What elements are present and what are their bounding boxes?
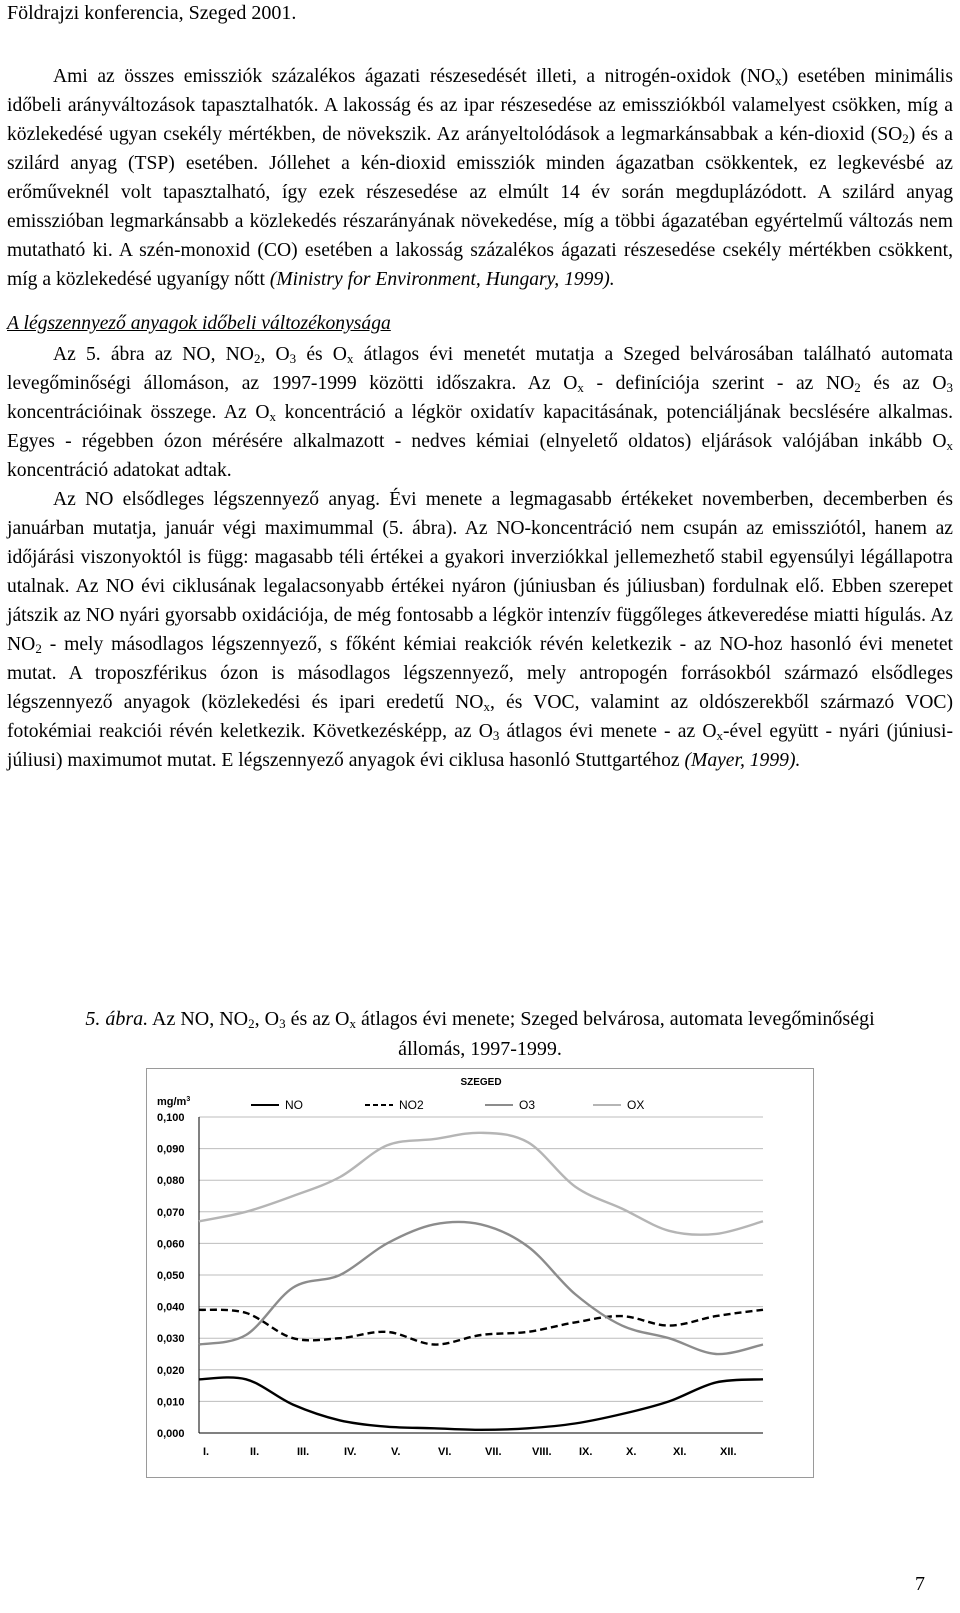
section-heading-text: A légszennyező anyagok időbeli változékonysága — [7, 313, 391, 334]
subscript: 3 — [946, 380, 953, 395]
subscript: x — [577, 380, 584, 395]
chart-figure — [146, 1068, 814, 1478]
series-line-no — [199, 1377, 763, 1429]
subscript: x — [269, 409, 276, 424]
subscript: 3 — [289, 351, 297, 366]
text-run: és O — [296, 344, 347, 365]
section-heading — [7, 309, 953, 338]
x-tick-label: III. — [297, 1446, 310, 1458]
y-tick-label: 0,100 — [157, 1112, 185, 1124]
y-axis-label-text: mg/m — [157, 1096, 187, 1108]
subscript: x — [346, 351, 354, 366]
legend-label-no2: NO2 — [399, 1098, 424, 1112]
subscript: 2 — [35, 641, 42, 656]
page-number: 7 — [915, 1573, 925, 1595]
figure-caption — [60, 1004, 900, 1064]
x-tick-label: VII. — [485, 1446, 502, 1458]
legend-label-no: NO — [285, 1098, 303, 1112]
subscript: x — [716, 728, 723, 743]
citation: (Mayer, 1999). — [684, 750, 801, 771]
y-axis-label — [157, 1096, 190, 1108]
y-tick-label: 0,030 — [157, 1333, 185, 1346]
text-run: Az NO, NO — [148, 1008, 249, 1030]
subscript: 2 — [253, 351, 261, 366]
paragraph-no-cycle — [7, 485, 953, 775]
x-tick-label: XI. — [673, 1446, 687, 1458]
y-tick-label: 0,020 — [157, 1364, 185, 1377]
text-run: átlagos évi menete - az O — [499, 721, 717, 742]
text-run: Az NO elsődleges légszennyező anyag. Évi menete a legmagasabb értékeket novemberben, decemberben és januárban mutatja, január végi maximummal (5. ábra). Az NO-koncentráció nem csupán az emissziótól, hanem az időjárási viszonyoktól is függ: magasabb téli értékei a gyakori inverziókkal jellemezhető stabil egyensúlyi légállapotra utalnak. Az NO évi ciklusának legalacsonyabb értékei nyáron (júniusban és júliusban) fordulnak elő. Ebben szerepet játszik az NO nyári gyorsabb oxidációja, de még fontosabb a légkör intenzív függőleges átkeveredése miatti hígulás. Az NO — [7, 489, 953, 655]
x-tick-label: I. — [203, 1446, 210, 1458]
legend-label-ox: OX — [627, 1098, 645, 1112]
subscript: x — [349, 1016, 356, 1031]
text-run: Az 5. ábra az NO, NO — [53, 344, 254, 365]
subscript: 3 — [492, 728, 500, 743]
subscript: 2 — [248, 1016, 255, 1031]
y-tick-label: 0,080 — [157, 1175, 185, 1188]
text-run: koncentráció a légkör oxidatív kapacitásának, potenciáljának becslésére alkalmas. Egyes - régebben ózon mérésére alkalmazott - nedves kémiai (elnyelető oldatos) eljárások valójában inkább O — [7, 402, 953, 452]
subscript: 2 — [854, 380, 861, 395]
y-tick-label: 0,000 — [157, 1428, 185, 1440]
text-run: - mely másodlagos légszennyező, s főként kémiai reakciók révén keletkezik - az NO-hoz hasonló évi menetet mutat. A troposzférikus ózon is másodlagos légszennyező, mely antropogén forrásokból származó elsődleges légszennyező anyagok (közlekedési és ipari eredetű NO — [7, 634, 953, 713]
text-run: ) és a szilárd anyag (TSP) esetében. Jóllehet a kén-dioxid emissziók minden ágazatban csökkentek, ez legkevésbé az erőműveknél volt tapasztalható, így ezek részesedése az elmúlt 14 év során megduplázódott. A szilárd anyag emisszióban legmarkánsabb a közlekedés részarányának növekedése, míg a többi ágazatéban egyértelmű változás nem mutatható ki. A szén-monoxid (CO) esetében a lakosság százalékos ágazati részesedése csekély mértékben csökkent, míg a közlekedésé ugyanígy nőtt — [7, 124, 953, 290]
y-tick-label: 0,040 — [157, 1301, 185, 1314]
subscript: 3 — [279, 1016, 286, 1031]
x-tick-label: XII. — [720, 1446, 737, 1458]
series-line-no2 — [199, 1310, 763, 1345]
text-run: koncentráció adatokat adtak. — [7, 460, 232, 481]
series-line-ox — [199, 1133, 763, 1235]
body-text — [7, 62, 953, 775]
y-tick-label: 0,070 — [157, 1206, 185, 1219]
x-tick-label: II. — [250, 1446, 260, 1458]
subscript: x — [946, 438, 953, 453]
text-run: átlagos évi menete; Szeged belvárosa, automata levegőminőségi állomás, 1997-1999. — [355, 1008, 875, 1060]
y-axis-label-superscript: 3 — [186, 1096, 191, 1103]
subscript: x — [775, 73, 782, 88]
text-run: koncentrációinak összege. Az O — [7, 402, 270, 423]
line-chart — [147, 1069, 813, 1477]
y-tick-label: 0,090 — [157, 1143, 185, 1156]
text-run: , O — [254, 1008, 280, 1030]
x-tick-label: IV. — [344, 1446, 357, 1458]
text-run: -ével együtt - nyári (júniusi-júliusi) maximumot mutat. E légszennyező anyagok évi ciklusa hasonló Stuttgartéhoz — [7, 721, 953, 771]
text-run: átlagos évi menetét mutatja a Szeged belvárosában található automata levegőminőségi állomáson, az 1997-1999 közötti időszakra. Az O — [7, 344, 953, 394]
text-run: - definíciója szerint - az NO — [583, 373, 855, 394]
paragraph-figure-intro — [7, 340, 953, 485]
legend-label-o3: O3 — [519, 1098, 536, 1112]
running-title: Földrajzi konferencia, Szeged 2001. — [7, 2, 297, 24]
figure-label: 5. ábra. — [85, 1008, 149, 1030]
text-run: és az O — [860, 373, 947, 394]
text-run: , O — [260, 344, 290, 365]
x-tick-label: V. — [391, 1446, 401, 1458]
citation: (Ministry for Environment, Hungary, 1999). — [269, 269, 615, 290]
x-tick-label: VIII. — [532, 1446, 552, 1458]
subscript: x — [483, 699, 490, 714]
y-tick-label: 0,050 — [157, 1270, 185, 1282]
text-run: ) esetében minimális időbeli arányváltozások tapasztalhatók. A lakosság és az ipar részesedése az emissziókból valamelyest csökken, míg a közlekedésé ugyan csekély mértékben, de növekszik. Az arányeltolódások a legmarkánsabbak a kén-dioxid (SO — [7, 66, 953, 145]
subscript: 2 — [902, 131, 909, 146]
text-run: , és VOC, valamint az oldószerekből származó VOC) fotokémiai reakciói révén keletkezik. Következésképp, az O — [7, 692, 953, 742]
chart-title: SZEGED — [460, 1077, 502, 1088]
y-tick-label: 0,060 — [157, 1238, 185, 1251]
text-run: és az O — [285, 1008, 350, 1030]
x-tick-label: VI. — [438, 1446, 452, 1458]
x-tick-label: IX. — [579, 1446, 593, 1458]
paragraph-emissions — [7, 62, 953, 294]
y-tick-label: 0,010 — [157, 1396, 185, 1409]
x-tick-label: X. — [626, 1446, 637, 1458]
text-run: Ami az összes emissziók százalékos ágazati részesedését illeti, a nitrogén-oxidok (NO — [53, 66, 776, 87]
